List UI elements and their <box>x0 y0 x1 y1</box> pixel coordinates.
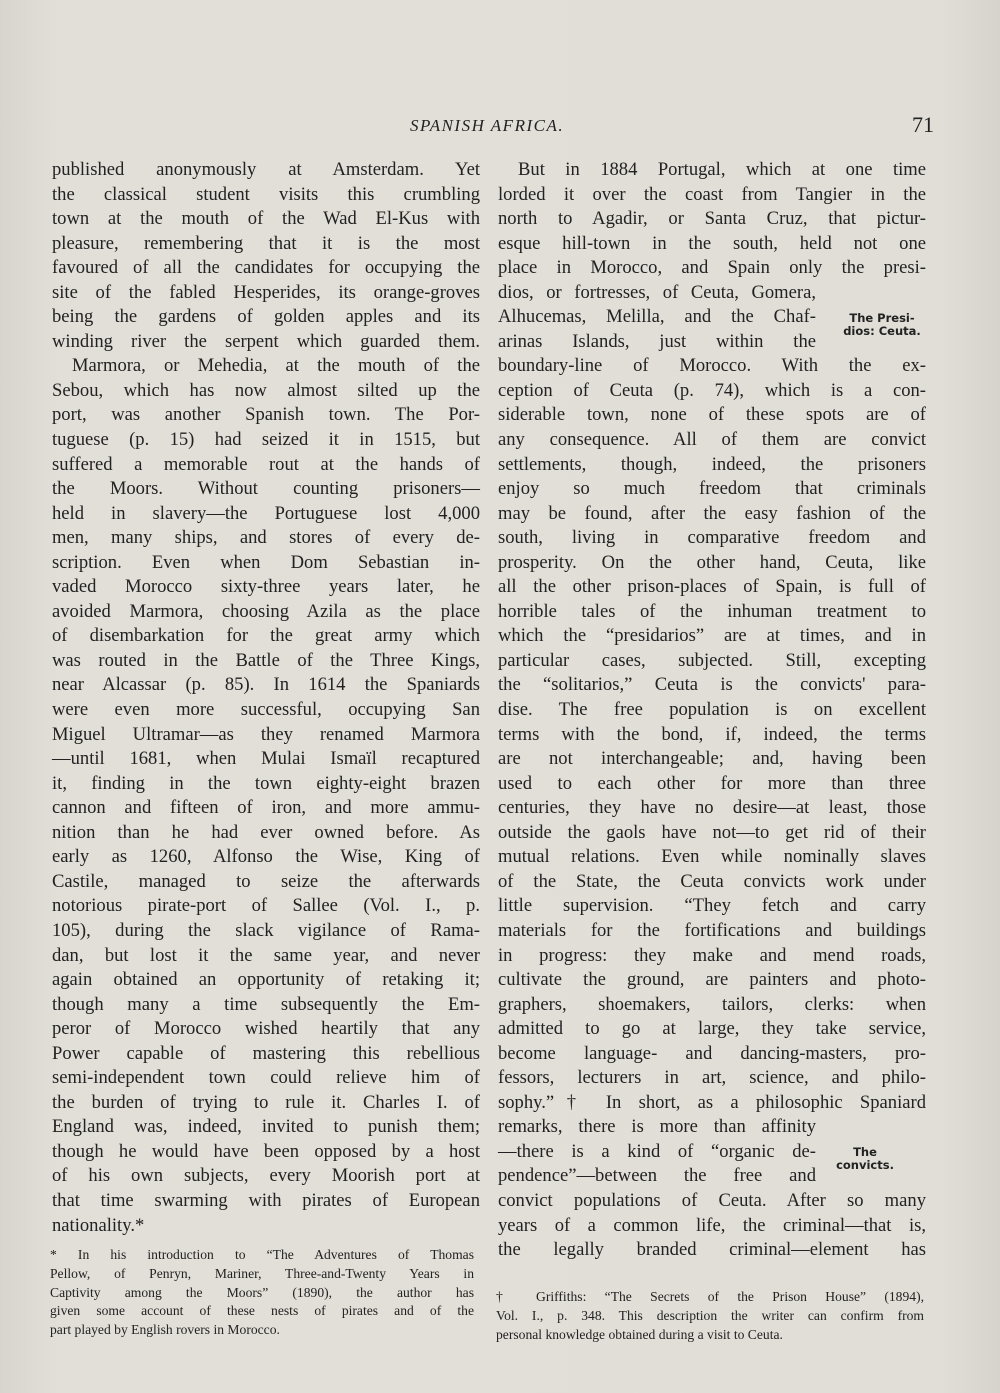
footnote-left <box>50 1246 474 1340</box>
text-line: boundary-line of Morocco. With the ex- <box>498 355 926 377</box>
text-line: that time swarming with pirates of European <box>52 1189 480 1211</box>
text-line: pleasure, remembering that it is the most <box>52 232 480 254</box>
text-line: it, finding in the town eighty-eight brazen <box>52 772 480 794</box>
text-line: men, many ships, and stores of every de- <box>52 527 480 549</box>
text-line: arinas Islands, just within the <box>498 330 816 352</box>
text-line: held in slavery—the Portuguese lost 4,000 <box>52 502 480 524</box>
sidenote-line: The Presi- <box>849 311 915 325</box>
text-line: particular cases, subjected. Still, excepting <box>498 649 926 671</box>
text-line: was routed in the Battle of the Three Kings, <box>52 649 480 671</box>
text-line: become language- and dancing-masters, pro- <box>498 1042 926 1064</box>
text-line: of his own subjects, every Moorish port at <box>52 1165 480 1187</box>
text-line: siderable town, none of these spots are of <box>498 404 926 426</box>
text-line: south, living in comparative freedom and <box>498 527 926 549</box>
text-line: which the “presidarios” are at times, and in <box>498 625 926 647</box>
sidenote-convicts <box>826 1146 904 1172</box>
sidenote-line: convicts. <box>836 1158 894 1172</box>
text-line: tuguese (p. 15) had seized it in 1515, but <box>52 429 480 451</box>
text-line: nationality.* <box>52 1214 145 1236</box>
footnote-line: † Griffiths: “The Secrets of the Prison House” (1894), <box>496 1289 924 1304</box>
text-line: cultivate the ground, are painters and photo- <box>498 969 926 991</box>
text-line: centuries, they have no desire—at least, those <box>498 797 926 819</box>
footnote-line: Captivity among the Moors” (1890), the author has <box>50 1284 474 1300</box>
text-line: England was, indeed, invited to punish them; <box>52 1116 480 1138</box>
sidenote-line: The <box>853 1145 877 1159</box>
text-line: the “solitarios,” Ceuta is the convicts' para- <box>498 674 926 696</box>
text-line: scription. Even when Dom Sebastian in- <box>52 551 480 573</box>
text-line: suffered a memorable rout at the hands of <box>52 453 480 475</box>
text-line: of disembarkation for the great army which <box>52 625 480 647</box>
text-line: all the other prison-places of Spain, is full of <box>498 576 926 598</box>
text-line: notorious pirate-port of Sallee (Vol. I., p. <box>52 895 480 917</box>
text-line: being the gardens of golden apples and its <box>52 306 480 328</box>
text-line: nition than he had ever owned before. As <box>52 821 480 843</box>
text-line: graphers, shoemakers, tailors, clerks: when <box>498 993 926 1015</box>
text-line: Alhucemas, Melilla, and the Chaf- <box>498 306 816 328</box>
footnote-line: personal knowledge obtained during a visit to Ceuta. <box>496 1326 783 1342</box>
footnote-line: * In his introduction to “The Adventures of Thomas <box>50 1247 474 1262</box>
text-line: the legally branded criminal—element has <box>498 1239 926 1261</box>
footnote-line: Pellow, of Penryn, Mariner, Three-and-Twenty Years in <box>50 1265 474 1281</box>
left-column <box>52 158 480 1238</box>
text-line: Miguel Ultramar—as they renamed Marmora <box>52 723 480 745</box>
text-line: dios, or fortresses, of Ceuta, Gomera, <box>498 281 816 303</box>
sidenote-presidios <box>836 312 928 338</box>
text-line: horrible tales of the inhuman treatment to <box>498 600 926 622</box>
text-line: were even more successful, occupying San <box>52 699 480 721</box>
text-line: esque hill-town in the south, held not one <box>498 232 926 254</box>
text-line: avoided Marmora, choosing Azila as the place <box>52 600 480 622</box>
text-line: convict populations of Ceuta. After so many <box>498 1189 926 1211</box>
text-line: mutual relations. Even while nominally slaves <box>498 846 926 868</box>
text-line: semi-independent town could relieve him of <box>52 1067 480 1089</box>
text-line: —until 1681, when Mulai Ismaïl recaptured <box>52 748 480 770</box>
text-line: are not interchangeable; and, having been <box>498 748 926 770</box>
sidenote-line: dios: Ceuta. <box>843 324 921 338</box>
text-line: pendence”—between the free and <box>498 1165 816 1187</box>
text-line: admitted to go at large, they take service, <box>498 1018 926 1040</box>
footnote-line: Vol. I., p. 348. This description the writer can confirm from <box>496 1307 924 1323</box>
text-line: terms with the bond, if, indeed, the terms <box>498 723 926 745</box>
text-line: years of a common life, the criminal—that is, <box>498 1214 926 1236</box>
text-line: lorded it over the coast from Tangier in the <box>498 183 926 205</box>
text-line: may be found, after the easy fashion of the <box>498 502 926 524</box>
text-line: port, was another Spanish town. The Por- <box>52 404 480 426</box>
text-line: the burden of trying to rule it. Charles I. of <box>52 1091 480 1113</box>
text-line: Sebou, which has now almost silted up the <box>52 379 480 401</box>
text-line: in progress: they make and mend roads, <box>498 944 926 966</box>
running-head: SPANISH AFRICA. <box>410 116 565 135</box>
text-line: enjoy so much freedom that criminals <box>498 478 926 500</box>
text-line: published anonymously at Amsterdam. Yet <box>52 159 480 180</box>
text-line: Marmora, or Mehedia, at the mouth of the <box>72 355 480 377</box>
text-line: the Moors. Without counting prisoners— <box>52 478 480 500</box>
text-line: —there is a kind of “organic de- <box>498 1140 816 1162</box>
footnote-right <box>496 1288 924 1344</box>
text-line: again obtained an opportunity of retaking it; <box>52 969 480 991</box>
page-number: 71 <box>912 112 934 137</box>
text-line: prosperity. On the other hand, Ceuta, like <box>498 551 926 573</box>
text-line: remarks, there is more than affinity <box>498 1116 816 1138</box>
text-line: materials for the fortifications and buildings <box>498 919 926 941</box>
text-line: though many a time subsequently the Em- <box>52 993 480 1015</box>
text-line: little supervision. “They fetch and carry <box>498 895 926 917</box>
text-line: cannon and fifteen of iron, and more ammu- <box>52 797 480 819</box>
text-line: sophy.”† In short, as a philosophic Spaniard <box>498 1091 926 1113</box>
text-line: of the State, the Ceuta convicts work under <box>498 870 926 892</box>
text-line: favoured of all the candidates for occupying the <box>52 257 480 279</box>
text-line: outside the gaols have not—to get rid of their <box>498 821 926 843</box>
text-line: though he would have been opposed by a host <box>52 1140 480 1162</box>
text-line: dise. The free population is on excellent <box>498 699 926 721</box>
text-line: any consequence. All of them are convict <box>498 429 926 451</box>
text-line: vaded Morocco sixty-three years later, he <box>52 576 480 598</box>
text-line: dan, but lost it the same year, and never <box>52 944 480 966</box>
text-line: used to each other for more than three <box>498 772 926 794</box>
text-line: fessors, lecturers in art, science, and philo- <box>498 1067 926 1089</box>
text-line: ception of Ceuta (p. 74), which is a con- <box>498 379 926 401</box>
text-line: But in 1884 Portugal, which at one time <box>518 159 926 180</box>
text-line: north to Agadir, or Santa Cruz, that pictur- <box>498 208 926 230</box>
text-line: winding river the serpent which guarded them. <box>52 330 480 352</box>
text-line: Castile, managed to seize the afterwards <box>52 870 480 892</box>
text-line: town at the mouth of the Wad El-Kus with <box>52 208 480 230</box>
text-line: 105), during the slack vigilance of Rama- <box>52 919 480 941</box>
text-line: the classical student visits this crumbling <box>52 183 480 205</box>
text-line: place in Morocco, and Spain only the presi- <box>498 257 926 279</box>
text-line: peror of Morocco wished heartily that any <box>52 1018 480 1040</box>
text-line: early as 1260, Alfonso the Wise, King of <box>52 846 480 868</box>
text-line: near Alcassar (p. 85). In 1614 the Spaniards <box>52 674 480 696</box>
footnote-line: part played by English rovers in Morocco. <box>50 1322 280 1338</box>
text-line: settlements, though, indeed, the prisoners <box>498 453 926 475</box>
text-line: site of the fabled Hesperides, its orange-groves <box>52 281 480 303</box>
text-line: Power capable of mastering this rebellious <box>52 1042 480 1064</box>
footnote-line: given some account of these nests of pirates and of the <box>50 1303 474 1319</box>
